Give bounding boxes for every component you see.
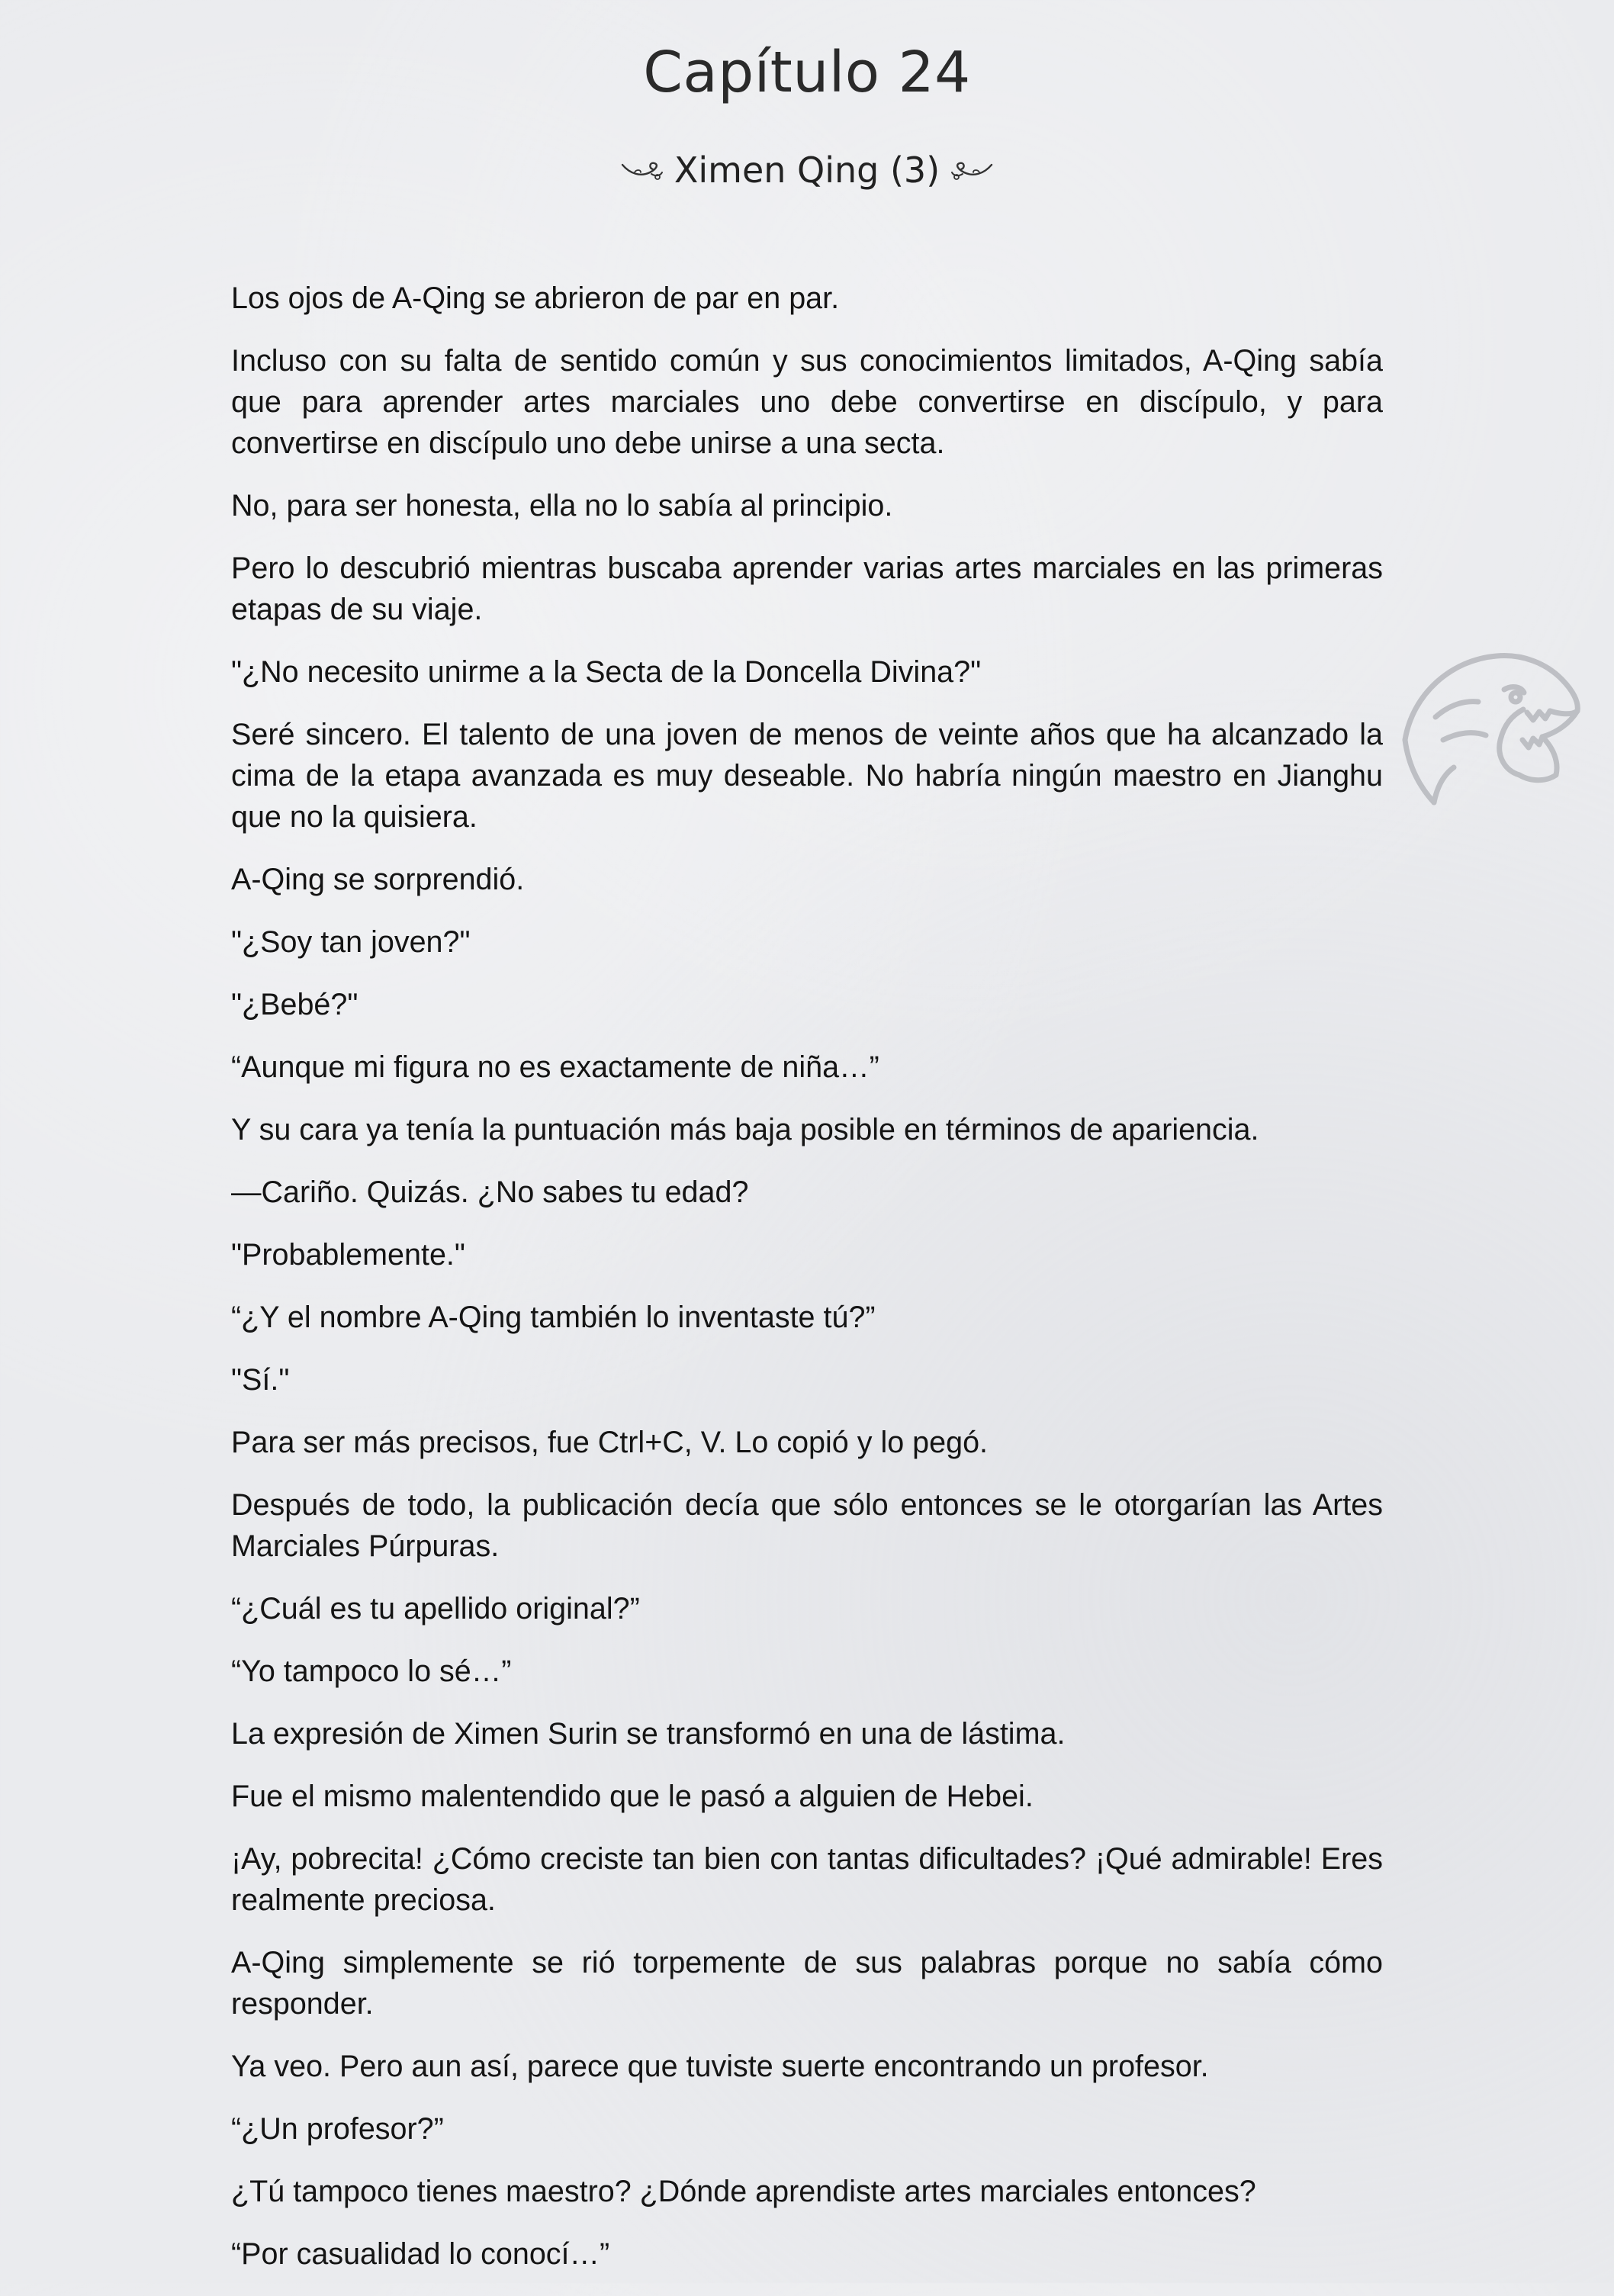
paragraph: “¿Un profesor?” (231, 2112, 444, 2146)
paragraph: "¿Bebé?" (231, 988, 358, 1021)
chapter-title: Capítulo 24 (643, 40, 971, 105)
paragraph: Seré sincero. El talento de una joven de menos de veinte años que ha alcanzado la cima de la etapa avanzada es muy deseable. No habría ningún maestro en Jianghu que no la quisiera. (231, 718, 1383, 834)
paragraph: Los ojos de A-Qing se abrieron de par en par. (231, 281, 840, 315)
flourish-right-icon (950, 157, 993, 183)
paragraph: “¿Cuál es tu apellido original?” (231, 1592, 640, 1626)
paragraph: A-Qing simplemente se rió torpemente de sus palabras porque no sabía cómo responder. (231, 1946, 1383, 2021)
paragraph: Para ser más precisos, fue Ctrl+C, V. Lo copió y lo pegó. (231, 1426, 989, 1459)
paragraph: Después de todo, la publicación decía que sólo entonces se le otorgarían las Artes Marciales Púrpuras. (231, 1488, 1383, 1563)
paragraph: Pero lo descubrió mientras buscaba aprender varias artes marciales en las primeras etapas de su viaje. (231, 551, 1383, 626)
paragraph: Incluso con su falta de sentido común y sus conocimientos limitados, A-Qing sabía que para aprender artes marciales uno debe convertirse en discípulo, y para convertirse en discípulo uno debe unirse a una secta. (231, 344, 1383, 460)
paragraph: "Probablemente." (231, 1238, 465, 1272)
flourish-left-icon (621, 157, 664, 183)
paragraph: La expresión de Ximen Surin se transformó en una de lástima. (231, 1717, 1066, 1751)
paragraph: “¿Y el nombre A-Qing también lo inventaste tú?” (231, 1301, 876, 1334)
paragraph: “Yo tampoco lo sé…” (231, 1654, 512, 1688)
paragraph: Fue el mismo malentendido que le pasó a alguien de Hebei. (231, 1780, 1034, 1813)
paragraph: No, para ser honesta, ella no lo sabía al principio. (231, 489, 893, 523)
paragraph: "¿No necesito unirme a la Secta de la Doncella Divina?" (231, 655, 982, 689)
dinosaur-watermark-icon (1390, 625, 1588, 824)
paragraph: Y su cara ya tenía la puntuación más baja posible en términos de apariencia. (231, 1113, 1259, 1146)
paragraph: A-Qing se sorprendió. (231, 863, 525, 896)
chapter-body (231, 278, 1383, 2296)
chapter-subtitle-text: Ximen Qing (3) (674, 150, 940, 191)
paragraph: "Sí." (231, 1363, 290, 1397)
paragraph: “Aunque mi figura no es exactamente de niña…” (231, 1050, 879, 1084)
paragraph: ¿Tú tampoco tienes maestro? ¿Dónde aprendiste artes marciales entonces? (231, 2175, 1256, 2208)
paragraph: —Cariño. Quizás. ¿No sabes tu edad? (231, 1175, 749, 1209)
chapter-subtitle (0, 150, 1614, 191)
paragraph: “Por casualidad lo conocí…” (231, 2237, 610, 2271)
paragraph: "¿Soy tan joven?" (231, 925, 471, 959)
paragraph: Ya veo. Pero aun así, parece que tuviste suerte encontrando un profesor. (231, 2050, 1209, 2083)
paragraph: ¡Ay, pobrecita! ¿Cómo creciste tan bien con tantas dificultades? ¡Qué admirable! Eres realmente preciosa. (231, 1842, 1383, 1917)
